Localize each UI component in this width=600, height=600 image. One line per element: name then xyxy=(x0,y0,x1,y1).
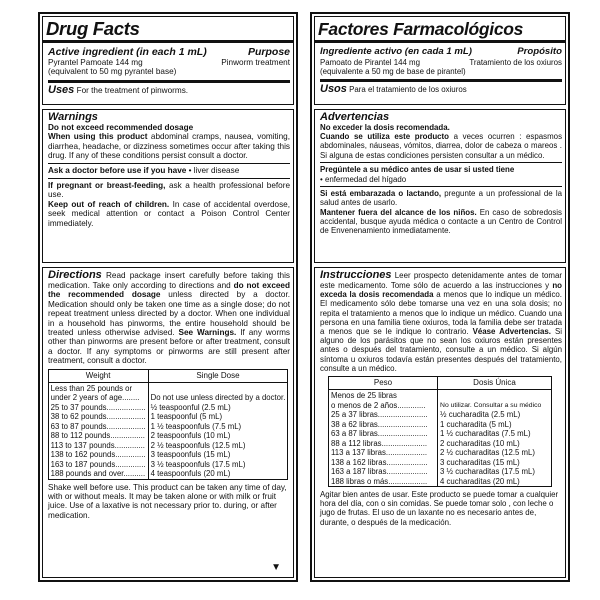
dose-cell xyxy=(438,390,552,401)
warn-pregnant-label: Si está embarazada o lactando, xyxy=(320,189,442,199)
divider xyxy=(320,79,562,82)
divider xyxy=(48,80,290,83)
dose-cell: 1 ½ teaspoonfuls (7.5 mL) xyxy=(148,422,288,432)
directions-part: If any worms other than pinworms are present before or after treatment, consult a doctor. If any symptoms or pinworms are still present after treatment, consult a doctor. xyxy=(48,328,290,366)
table-row xyxy=(329,390,552,401)
divider xyxy=(320,162,562,164)
dosage-table-body xyxy=(48,382,288,479)
warn-when-using-text: a veces ocurren : espasmos abdominales, náuseas, vómitos, diarrea, dolor de cabeza o mareos . Si alguna de estas condiciones persisten consultar a un médico. xyxy=(320,132,563,160)
weight-cell: 88 a 112 libras..................... xyxy=(329,439,438,449)
weight-cell: 163 a 187 libras................... xyxy=(329,467,438,477)
active-ingredient-header: Ingrediente activo (en cada 1 mL) xyxy=(320,46,472,57)
directions-part: a menos que lo indique un médico. El medicamento sólo debe tomarse una vez en una sola dosis; no repita el tratamiento a menos que lo indique un médico. Cuando una persona en una familia tiene oxiuros, toda la familia debe ser tratada a menos que se le indique lo contrario. xyxy=(320,290,562,337)
dose-cell: 4 teaspoonfuls (20 mL) xyxy=(148,469,288,479)
weight-cell: 188 pounds and over.......... xyxy=(48,469,148,479)
dose-cell: 4 cucharaditas (20 mL) xyxy=(438,477,552,487)
dose-cell: 1 cucharadita (5 mL) xyxy=(438,420,552,430)
drug-facts-panel-es xyxy=(310,12,570,582)
dose-cell: 2 cucharaditas (10 mL) xyxy=(438,439,552,449)
warn-pregnant-text: ask a health professional before use. xyxy=(48,181,290,200)
directions-box-en xyxy=(42,267,294,578)
table-row xyxy=(329,429,552,439)
directions-box-es xyxy=(314,267,566,578)
dose-cell: 3 ½ cucharaditas (17.5 mL) xyxy=(438,467,552,477)
footer-note: Shake well before use. This product can be taken any time of day, with or without meals. It may be taken alone or with milk or fruit juice. Use of a laxative is not necessary prior to. during, or after medication. xyxy=(48,482,287,520)
directions-emphasis: do not exceed the recommended dosage xyxy=(48,281,290,300)
weight-cell: 138 a 162 libras................... xyxy=(329,458,438,468)
warn-keep-out xyxy=(48,200,290,228)
warn-ask-doctor-label: Ask a doctor before use if you have xyxy=(48,166,187,176)
weight-cell: o menos de 2 años............. xyxy=(329,401,438,411)
dose-cell: 2 ½ teaspoonfuls (12.5 mL) xyxy=(148,441,288,451)
panel-title: Factores Farmacológicos xyxy=(318,19,524,39)
warn-keep-out xyxy=(320,208,562,236)
warnings-box-es xyxy=(314,109,566,263)
directions-see-warnings: See Warnings. xyxy=(178,328,237,338)
ingredient-name: Pyrantel Pamoate 144 mg xyxy=(48,58,143,67)
table-row xyxy=(48,422,288,432)
warn-do-not-exceed: Do not exceed recommended dosage xyxy=(48,123,194,132)
table-row xyxy=(48,450,288,460)
weight-cell: 38 a 62 libras....................... xyxy=(329,420,438,430)
warn-pregnant xyxy=(320,189,562,207)
active-ingredient-heading-row xyxy=(48,46,290,58)
warn-ask-doctor-label: Pregúntele a su médico antes de usar si usted tiene xyxy=(320,165,515,175)
table-row xyxy=(48,403,288,413)
weight-cell: 25 to 37 pounds.................. xyxy=(48,403,148,413)
ingredient-purpose: Pinworm treatment xyxy=(221,58,290,67)
table-row xyxy=(48,460,288,470)
table-row xyxy=(329,448,552,458)
warnings-header: Advertencias xyxy=(320,111,390,123)
warn-ask-doctor-item: • liver disease xyxy=(186,166,240,176)
directions-part: Leer prospecto detenidamente antes de tomar este medicamento. Tome sólo de acuerdo a las instrucciones y xyxy=(320,271,562,290)
directions-see-warnings: Véase Advertencias. xyxy=(472,327,551,337)
table-row xyxy=(329,401,552,411)
uses-text: Para el tratamiento de los oxiuros xyxy=(349,85,467,95)
dosage-table-body xyxy=(329,390,552,487)
header-box-es xyxy=(314,16,566,105)
table-row xyxy=(329,467,552,477)
ingredient-purpose: Tratamiento de los oxiuros xyxy=(469,58,562,67)
directions-part: Si alguno de los parásitos que no sean los oxiuros están presentes antes o después del tratamiento, consulte a un médico. Si algún síntoma u oxiuros todavía están presentes después del tratamiento, consulte a un médico. xyxy=(320,327,563,373)
divider xyxy=(48,178,290,180)
dosage-table xyxy=(328,376,552,487)
warn-pregnant-text: pregunte a un professional de la salud antes de usarlo. xyxy=(320,189,562,208)
directions-part: Read package insert carefully before taking this medication. Take only according to directions and xyxy=(48,271,290,290)
weight-cell: 113 to 137 pounds.............. xyxy=(48,441,148,451)
warn-when-using xyxy=(48,132,290,160)
warn-keep-out-label: Mantener fuera del alcance de los niños. xyxy=(320,207,477,217)
warn-keep-out-text: En caso de sobredosis accidental, busque ayuda médica o contacte a un Centro de Control de Envenenamiento inmediatamente. xyxy=(320,207,562,236)
warn-when-using xyxy=(320,132,562,160)
warn-ask-doctor xyxy=(320,165,562,183)
directions-header: Instrucciones xyxy=(320,269,392,281)
weight-cell: 163 to 187 pounds.............. xyxy=(48,460,148,470)
down-triangle-icon: ▼ xyxy=(271,562,281,573)
directions-emphasis: no exceda la dosis recomendada xyxy=(320,281,562,300)
uses-header: Uses xyxy=(48,83,75,96)
header-box-en xyxy=(42,16,294,105)
drug-facts-panel-en xyxy=(38,12,298,582)
table-row xyxy=(329,458,552,468)
uses-text: For the treatment of pinworms. xyxy=(76,85,189,95)
table-row xyxy=(48,441,288,451)
table-row xyxy=(329,410,552,420)
column-header-dose: Single Dose xyxy=(148,369,288,382)
purpose-header: Propósito xyxy=(517,46,562,57)
table-row xyxy=(48,412,288,422)
dose-cell: 3 ½ teaspoonfuls (17.5 mL) xyxy=(148,460,288,470)
weight-cell: 138 to 162 pounds.............. xyxy=(48,450,148,460)
dose-cell: 3 teaspoonfuls (15 mL) xyxy=(148,450,288,460)
directions-text xyxy=(315,268,565,373)
uses-section xyxy=(48,83,290,96)
ingredient-row xyxy=(48,58,290,67)
ingredient-equivalent: (equivalent to 50 mg pyrantel base) xyxy=(48,67,177,77)
table-row xyxy=(329,439,552,449)
directions-text xyxy=(43,268,293,366)
warn-ask-doctor-item: • enfermedad del hígado xyxy=(320,174,407,184)
active-ingredient-header: Active ingredient (in each 1 mL) xyxy=(48,46,207,58)
dose-cell: 3 cucharaditas (15 mL) xyxy=(438,458,552,468)
directions-header: Directions xyxy=(48,269,102,281)
dose-cell: 2 ½ cucharaditas (12.5 mL) xyxy=(438,448,552,458)
column-header-weight: Weight xyxy=(48,369,148,382)
column-header-weight: Peso xyxy=(329,377,438,390)
panel-title: Drug Facts xyxy=(46,18,140,39)
ingredient-name: Pamoato de Pirantel 144 mg xyxy=(320,58,421,67)
dosage-table xyxy=(48,369,289,480)
dose-cell: Do not use unless directed by a doctor. xyxy=(148,393,288,403)
table-row xyxy=(48,431,288,441)
warn-do-not-exceed: No exceder la dosis recomendada. xyxy=(320,123,450,132)
table-row xyxy=(48,393,288,403)
uses-section xyxy=(320,85,562,94)
divider xyxy=(48,163,290,165)
uses-header: Usos xyxy=(320,83,347,96)
table-row xyxy=(329,420,552,430)
weight-cell: 25 a 37 libras....................... xyxy=(329,410,438,420)
warn-pregnant-label: If pregnant or breast-feeding, xyxy=(48,181,166,191)
warn-when-using-label: Cuando se utiliza este producto xyxy=(320,132,449,142)
warn-keep-out-label: Keep out of reach of children. xyxy=(48,199,170,209)
weight-cell: under 2 years of age........ xyxy=(48,393,148,403)
warn-when-using-label: When using this product xyxy=(48,132,148,142)
warn-keep-out-text: In case of accidental overdose, seek medical attention or contact a Poison Control Center immediately. xyxy=(48,199,290,228)
warnings-header: Warnings xyxy=(48,111,98,123)
warn-when-using-text: abdominal cramps, nausea, vomiting, diarrhea, headache, or dizziness sometimes occur after taking this drug. If any of these conditions persist consult a doctor. xyxy=(48,132,290,161)
active-ingredient-heading-row xyxy=(320,46,562,58)
dose-cell xyxy=(148,382,288,393)
weight-cell: 63 to 87 pounds.................. xyxy=(48,422,148,432)
weight-cell: 113 a 137 libras................... xyxy=(329,448,438,458)
dose-cell: 1 teaspoonful (5 mL) xyxy=(148,412,288,422)
ingredient-row xyxy=(320,58,562,67)
dose-cell: ½ cucharadita (2.5 mL) xyxy=(438,410,552,420)
purpose-header: Purpose xyxy=(247,46,290,58)
table-row xyxy=(329,477,552,487)
warnings-box-en xyxy=(42,109,294,263)
column-header-dose: Dosis Única xyxy=(438,377,552,390)
footer-note: Agitar bien antes de usar. Este producto se puede tomar a cualquier hora del día, con o sin comidas. Se puede tomar solo , con leche o jugo de frutas. El uso de un laxante no es necesario antes de, durante, o después de la medicación. xyxy=(320,490,559,527)
warn-pregnant xyxy=(48,181,290,200)
table-row xyxy=(48,382,288,393)
dose-cell: 2 teaspoonfuls (10 mL) xyxy=(148,431,288,441)
weight-cell: 88 to 112 pounds................ xyxy=(48,431,148,441)
dose-cell: No utilizar. Consultar a su médico xyxy=(438,401,552,411)
dose-cell: ½ teaspoonful (2.5 mL) xyxy=(148,403,288,413)
warn-ask-doctor xyxy=(48,166,290,175)
weight-cell: 63 a 87 libras....................... xyxy=(329,429,438,439)
table-row xyxy=(48,469,288,479)
weight-cell: Less than 25 pounds or xyxy=(48,382,148,393)
weight-cell: Menos de 25 libras xyxy=(329,390,438,401)
dose-cell: 1 ½ cucharaditas (7.5 mL) xyxy=(438,429,552,439)
divider xyxy=(320,186,562,188)
weight-cell: 188 libras o más.................. xyxy=(329,477,438,487)
directions-part: unless directed by a doctor. Medication should only be taken one time as a single dose; do not repeat treatment unless directed by a doctor. When one individual in a household has pinworms, the entire household should be treated unless otherwise advised. xyxy=(48,290,290,338)
weight-cell: 38 to 62 pounds.................. xyxy=(48,412,148,422)
ingredient-equivalent: (equivalente a 50 mg de base de pirantel) xyxy=(320,67,466,77)
